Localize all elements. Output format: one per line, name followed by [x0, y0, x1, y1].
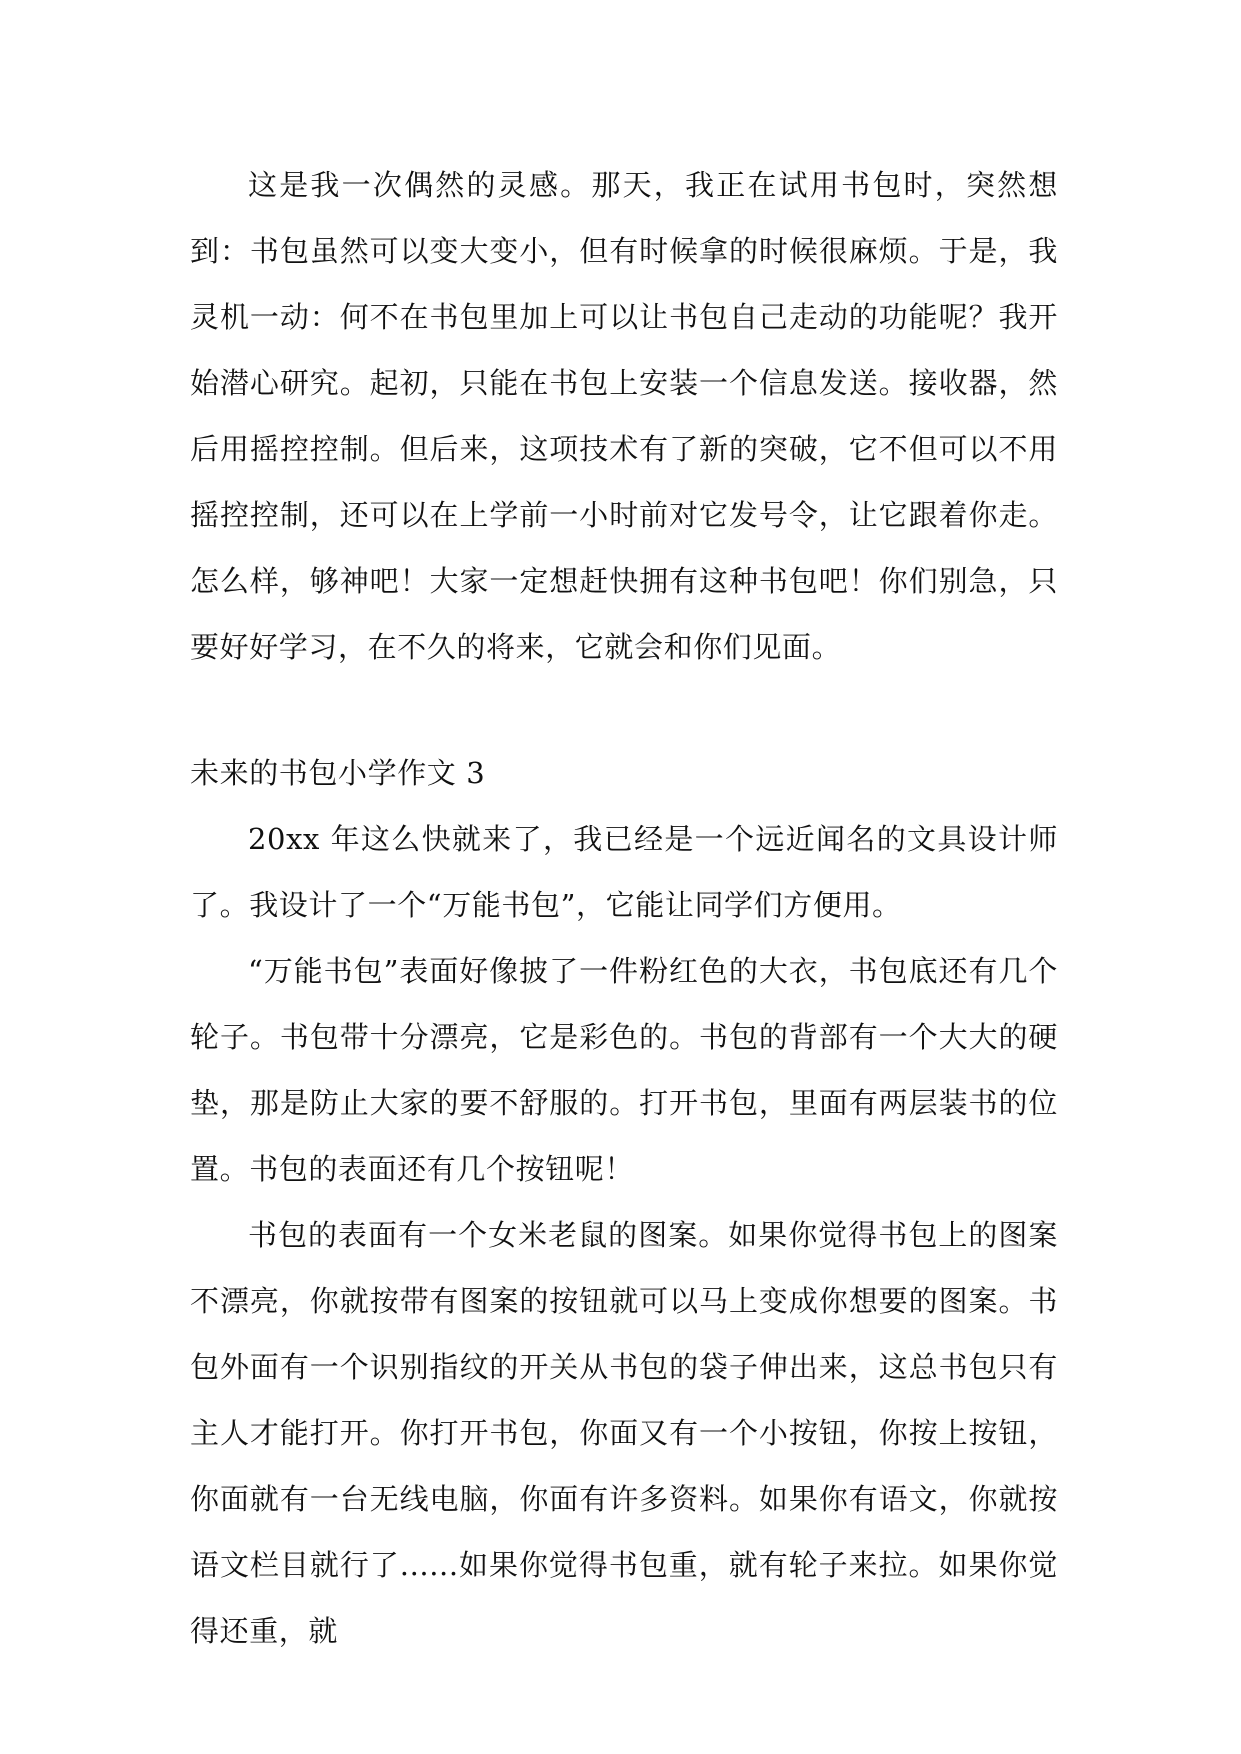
section-title: 未来的书包小学作文 3 — [190, 756, 486, 790]
document-body — [190, 152, 1058, 1664]
paragraph-3: “万能书包”表面好像披了一件粉红色的大衣，书包底还有几个轮子。书包带十分漂亮，它是彩色的。书包的背部有一个大大的硬垫，那是防止大家的要不舒服的。打开书包，里面有两层装书的位置。书包的表面还有几个按钮呢！ — [190, 954, 1058, 1186]
paragraph-1: 这是我一次偶然的灵感。那天，我正在试用书包时，突然想到：书包虽然可以变大变小，但有时候拿的时候很麻烦。于是，我灵机一动：何不在书包里加上可以让书包自己走动的功能呢？我开始潜心研究。起初，只能在书包上安装一个信息发送。接收器，然后用摇控控制。但后来，这项技术有了新的突破，它不但可以不用摇控控制，还可以在上学前一小时前对它发号令，让它跟着你走。怎么样，够神吧！大家一定想赶快拥有这种书包吧！你们别急，只要好好学习，在不久的将来，它就会和你们见面。 — [190, 168, 1058, 664]
paragraph-2: 20xx 年这么快就来了，我已经是一个远近闻名的文具设计师了。我设计了一个“万能书包”，它能让同学们方便用。 — [190, 822, 1058, 922]
paragraph-4: 书包的表面有一个女米老鼠的图案。如果你觉得书包上的图案不漂亮，你就按带有图案的按钮就可以马上变成你想要的图案。书包外面有一个识别指纹的开关从书包的袋子伸出来，这总书包只有主人才能打开。你打开书包，你面又有一个小按钮，你按上按钮，你面就有一台无线电脑，你面有许多资料。如果你有语文，你就按语文栏目就行了......如果你觉得书包重，就有轮子来拉。如果你觉得还重，就 — [190, 1218, 1058, 1648]
